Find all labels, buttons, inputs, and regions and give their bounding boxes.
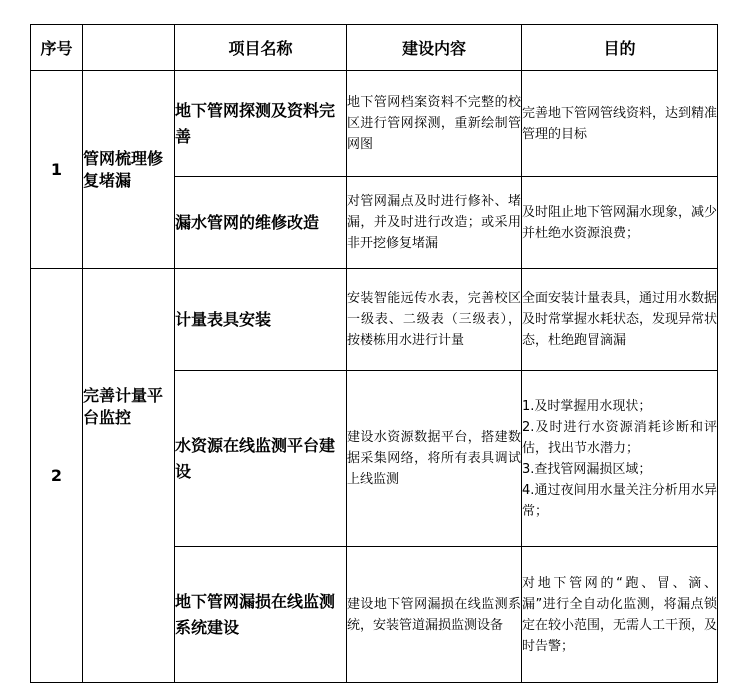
header-goal: 目的 bbox=[522, 25, 718, 71]
header-content: 建设内容 bbox=[347, 25, 522, 71]
project-goal: 全面安装计量表具，通过用水数据及时常掌握水耗状态，发现异常状态，杜绝跑冒滴漏 bbox=[522, 269, 718, 371]
goal-list-item: 2.及时进行水资源消耗诊断和评估，找出节水潜力； bbox=[522, 419, 717, 456]
project-name: 地下管网漏损在线监测系统建设 bbox=[175, 547, 347, 683]
goal-list-item: 3.查找管网漏损区域； bbox=[522, 461, 652, 477]
project-content: 对管网漏点及时进行修补、堵漏，并及时进行改造；或采用非开挖修复堵漏 bbox=[347, 177, 522, 269]
project-content: 安装智能远传水表，完善校区一级表、二级表（三级表），按楼栋用水进行计量 bbox=[347, 269, 522, 371]
header-index: 序号 bbox=[31, 25, 83, 71]
header-project-name: 项目名称 bbox=[175, 25, 347, 71]
group-category: 完善计量平台监控 bbox=[83, 269, 175, 683]
project-goal: 完善地下管网管线资料，达到精准管理的目标 bbox=[522, 71, 718, 177]
project-name: 地下管网探测及资料完善 bbox=[175, 71, 347, 177]
project-goal: 对地下管网的“跑、冒、滴、漏”进行全自动化监测，将漏点锁定在较小范围，无需人工干预，及时告警； bbox=[522, 547, 718, 683]
goal-list bbox=[522, 396, 717, 522]
project-name: 漏水管网的维修改造 bbox=[175, 177, 347, 269]
goal-list-item: 4.通过夜间用水量关注分析用水异常； bbox=[522, 482, 717, 519]
project-name: 水资源在线监测平台建设 bbox=[175, 371, 347, 547]
project-content: 建设地下管网漏损在线监测系统，安装管道漏损监测设备 bbox=[347, 547, 522, 683]
project-table bbox=[30, 24, 718, 683]
header-category bbox=[83, 25, 175, 71]
group-category: 管网梳理修复堵漏 bbox=[83, 71, 175, 269]
project-content: 建设水资源数据平台，搭建数据采集网络，将所有表具调试上线监测 bbox=[347, 371, 522, 547]
group-index: 1 bbox=[31, 71, 83, 269]
group-index: 2 bbox=[31, 269, 83, 683]
project-goal-list bbox=[522, 371, 718, 547]
header-row bbox=[31, 25, 718, 71]
project-goal: 及时阻止地下管网漏水现象，减少并杜绝水资源浪费； bbox=[522, 177, 718, 269]
table-row bbox=[31, 71, 718, 177]
project-name: 计量表具安装 bbox=[175, 269, 347, 371]
goal-list-item: 1.及时掌握用水现状； bbox=[522, 398, 652, 414]
table-row bbox=[31, 269, 718, 371]
project-content: 地下管网档案资料不完整的校区进行管网探测，重新绘制管网图 bbox=[347, 71, 522, 177]
